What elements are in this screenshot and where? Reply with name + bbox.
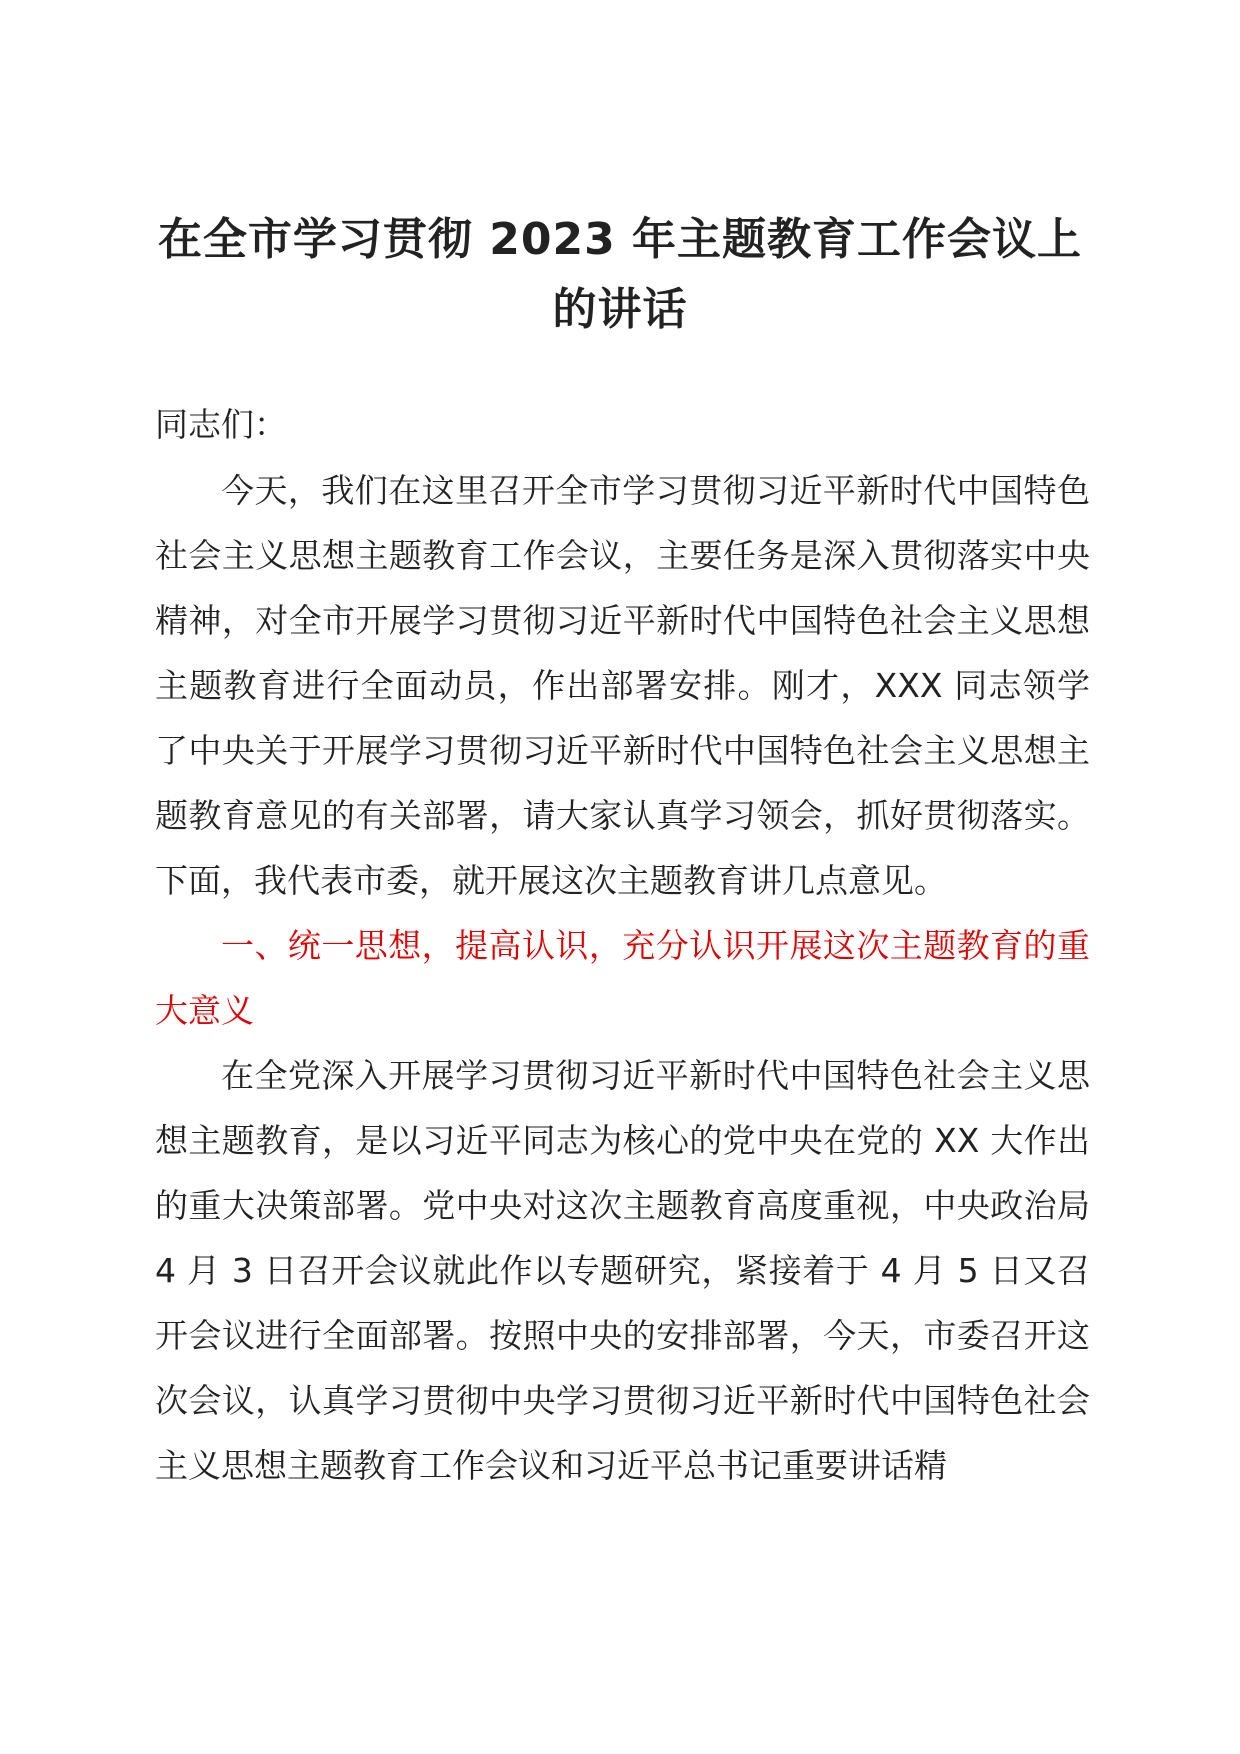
section-heading: 一、统一思想，提高认识，充分认识开展这次主题教育的重大意义	[155, 926, 1090, 1030]
document-title: 在全市学习贯彻 2023 年主题教育工作会议上的讲话	[157, 214, 1083, 335]
paragraph-intro: 今天，我们在这里召开全市学习贯彻习近平新时代中国特色社会主义思想主题教育工作会议，主要任务是深入贯彻落实中央精神，对全市开展学习贯彻习近平新时代中国特色社会主义思想主题教育进行全面动员，作出部署安排。刚才，XXX 同志领学了中央关于开展学习贯彻习近平新时代中国特色社会主义思想主题教育意见的有关部署，请大家认真学习领会，抓好贯彻落实。下面，我代表市委，就开展这次主题教育讲几点意见。	[155, 471, 1090, 900]
document-body	[155, 395, 1090, 1498]
paragraph-section-1: 在全党深入开展学习贯彻习近平新时代中国特色社会主义思想主题教育，是以习近平同志为核心的党中央在党的 XX 大作出的重大决策部署。党中央对这次主题教育高度重视，中央政治局 4 月 3 日召开会议就此作以专题研究，紧接着于 4 月 5 日又召开会议进行全面部署。按照中央的安排部署，今天，市委召开这次会议，认真学习贯彻中央学习贯彻习近平新时代中国特色社会主义思想主题教育工作会议和习近平总书记重要讲话精	[155, 1056, 1090, 1485]
greeting-line: 同志们：	[155, 405, 287, 444]
